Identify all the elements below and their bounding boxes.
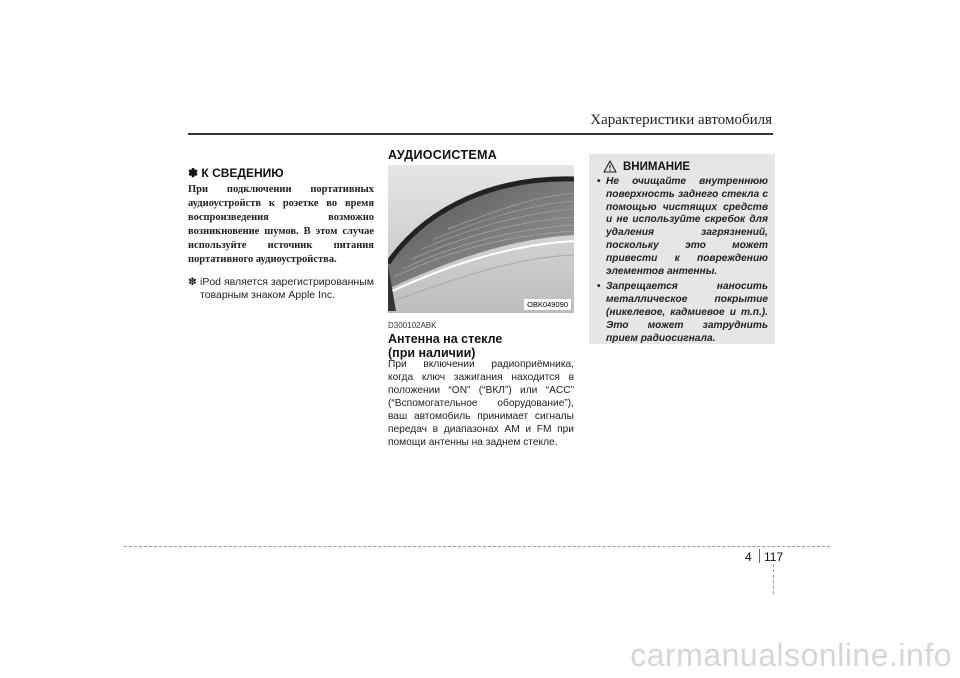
rear-window-illustration [388,165,574,313]
bullet: • [597,281,601,293]
warning-item [597,281,768,345]
warning-heading [603,160,768,173]
footer-rule [124,546,830,547]
article-title-line1: Антенна на стекле [388,332,503,346]
rear-window-photo [388,165,574,313]
asterisk-icon: ✽ [188,166,199,180]
page-number: 117 [764,550,784,564]
running-header: Характеристики автомобиля [590,112,772,128]
warning-item-text: Не очищайте внутреннюю поверхность заднего стекла с помощью чистящих средств и не используйте скребок для удаления загрязнений, поскольку это может привести к повреждению элементов антенны. [606,176,768,277]
header-rule [188,133,773,135]
article-title [388,332,578,360]
article-title-line2: (при наличии) [388,346,476,360]
section-title: АУДИОСИСТЕМА [388,148,498,162]
footer-crop-line [773,564,774,594]
asterisk-icon: ✽ [188,276,197,288]
note-heading [188,166,374,180]
warning-item-text: Запрещается наносить металлическое покрытие (никелевое, кадмиевое и т.п.). Это может затруднить прием радиосигнала. [606,281,768,344]
note-item [188,276,374,302]
warning-title: ВНИМАНИЕ [623,160,691,173]
note-title: К СВЕДЕНИЮ [201,166,284,180]
chapter-number: 4 [745,550,752,564]
article-code: D300102ABK [388,321,437,330]
page-separator [759,549,760,563]
note-block [188,166,374,302]
photo-code: OBK049090 [524,299,571,310]
note-text: При подключении портативных аудиоустройств к розетке во время воспроизведения возможно возникновение шумов. В этом случае используйте источник питания портативного аудиоустройства. [188,184,374,265]
warning-box [589,154,775,344]
article-body: При включении радиоприёмника, когда ключ зажигания находится в положении “ON” (“ВКЛ”) или “ACC” (“Вспомогательное оборудование”), ваш автомобиль принимает сигналы передач в диапазонах AM и FM при помощи антенны на заднем стекле. [388,359,574,448]
note-item-text: iPod является зарегистрированным товарным знаком Apple Inc. [200,276,374,301]
watermark: carmanualsonline.info [630,637,952,673]
bullet: • [597,176,601,187]
warning-triangle-icon [603,160,617,173]
warning-item [597,176,768,278]
